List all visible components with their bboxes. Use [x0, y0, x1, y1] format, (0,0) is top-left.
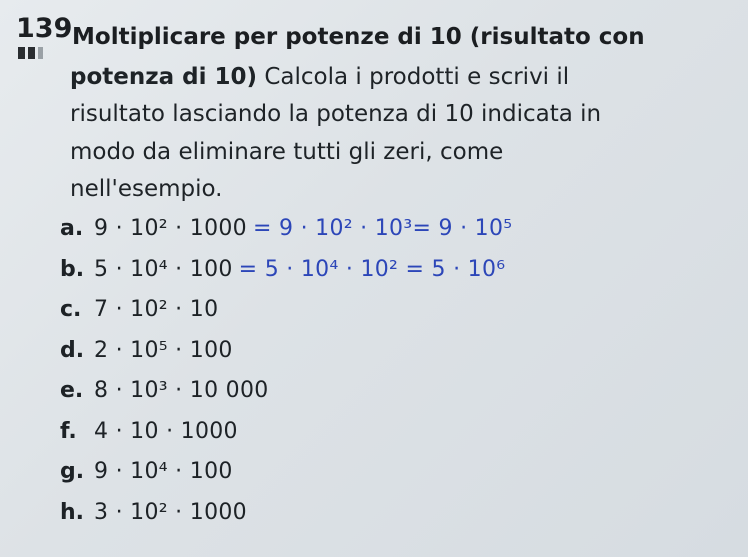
item-expression: 5 · 10⁴ · 100 [94, 256, 233, 282]
item-answer: = 5 · 10⁴ · 10² = 5 · 10⁶ [238, 256, 506, 282]
item-letter: d. [60, 337, 85, 363]
exercise-item [60, 338, 233, 378]
instruction-line-2: risultato lasciando la potenza di 10 indicata in [70, 101, 602, 127]
item-letter: c. [60, 297, 82, 322]
difficulty-bar [38, 47, 43, 59]
item-letter: e. [60, 378, 84, 403]
instruction-line-3: modo da eliminare tutti gli zeri, come [70, 139, 504, 165]
exercise-number: 139 [16, 13, 73, 44]
item-letter: h. [60, 499, 85, 525]
exercise-title [72, 22, 732, 52]
instruction-line-1 [70, 64, 569, 90]
instruction-text-1: Calcola i prodotti e scrivi il [264, 64, 570, 90]
item-expression: 4 · 10 · 1000 [94, 418, 238, 444]
item-letter: g. [60, 459, 85, 484]
exercise-item [60, 459, 233, 499]
exercise-item [60, 216, 512, 256]
item-letter: b. [60, 256, 85, 282]
item-answer: = 9 · 10² · 10³= 9 · 10⁵ [252, 216, 513, 241]
title-line-2: potenza di 10) [70, 64, 258, 90]
item-letter: f. [60, 418, 77, 444]
difficulty-bar [18, 47, 25, 59]
exercise-item [60, 378, 269, 418]
title-line-1: Moltiplicare per potenze di 10 (risultato con [72, 24, 645, 50]
item-expression: 2 · 10⁵ · 100 [94, 337, 233, 363]
exercise-item [60, 419, 238, 459]
item-expression: 8 · 10³ · 10 000 [94, 378, 269, 403]
exercise-item [60, 297, 218, 337]
instruction-line-4: nell'esempio. [70, 176, 223, 202]
item-expression: 7 · 10² · 10 [94, 297, 219, 322]
item-letter: a. [60, 216, 84, 241]
difficulty-indicator [18, 47, 43, 59]
difficulty-bar [28, 47, 35, 59]
item-expression: 9 · 10⁴ · 100 [94, 459, 233, 484]
item-expression: 3 · 10² · 1000 [94, 499, 247, 525]
item-expression: 9 · 10² · 1000 [94, 216, 247, 241]
exercise-item [60, 257, 505, 297]
exercise-item [60, 500, 247, 540]
